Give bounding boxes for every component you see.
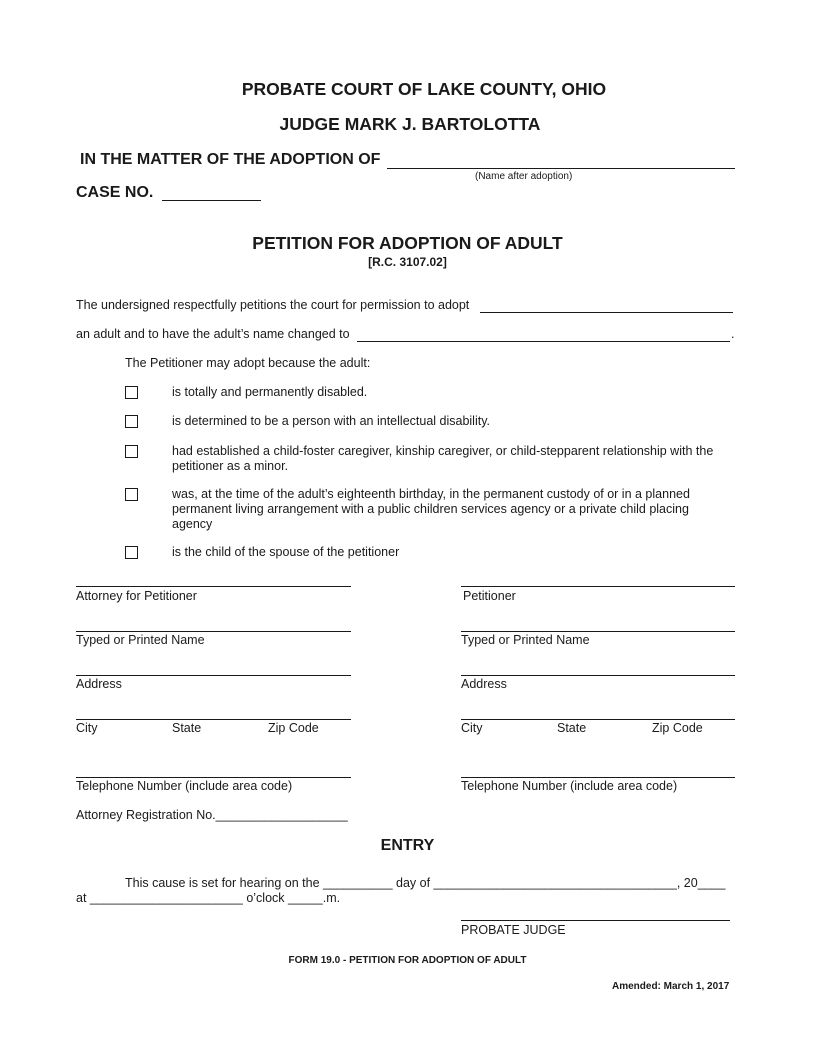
form-title: PETITION FOR ADOPTION OF ADULT [252,233,563,253]
petitioner-zip-label: Zip Code [652,721,703,735]
checkbox-spouse-child[interactable] [125,546,138,559]
attorney-city-line[interactable] [76,719,351,720]
petitioner-phone-line[interactable] [461,777,735,778]
matter-label: IN THE MATTER OF THE ADOPTION OF [80,151,381,168]
petitioner-phone-label: Telephone Number (include area code) [461,779,678,793]
judge-name: JUDGE MARK J. BARTOLOTTA [279,114,541,134]
checkbox-caregiver-relationship[interactable] [125,445,138,458]
period: . [731,327,735,341]
option-intellectual-disability: is determined to be a person with an intellectual disability. [172,414,490,428]
petitioner-state-label: State [557,721,587,735]
judge-signature-line[interactable] [461,920,730,921]
form-number: FORM 19.0 - PETITION FOR ADOPTION OF ADULT [288,955,527,966]
petition-line-1: The undersigned respectfully petitions the court for permission to adopt [76,298,470,312]
attorney-address-line[interactable] [76,675,351,676]
option-spouse-child: is the child of the spouse of the petitioner [172,545,400,559]
petition-line-2: an adult and to have the adult’s name changed to [76,327,350,341]
petitioner-name-line[interactable] [461,631,735,632]
petitioner-printed-name-label: Typed or Printed Name [461,633,590,647]
case-no-line[interactable] [162,200,261,201]
new-name-blank-line[interactable] [357,341,730,342]
petitioner-address-line[interactable] [461,675,735,676]
petitioner-intro: The Petitioner may adopt because the adult: [125,356,371,370]
hearing-line-1: This cause is set for hearing on the __________ day of ___________________________________, 20____ [125,876,726,890]
checkbox-permanent-custody[interactable] [125,488,138,501]
checkbox-disabled[interactable] [125,386,138,399]
petitioner-city-label: City [461,721,483,735]
attorney-registration: Attorney Registration No.___________________ [76,808,348,822]
amended-date: Amended: March 1, 2017 [612,981,730,992]
attorney-city-label: City [76,721,98,735]
attorney-signature-line[interactable] [76,586,351,587]
attorney-address-label: Address [76,677,122,691]
adoptee-name-line[interactable] [387,168,735,169]
attorney-name-line[interactable] [76,631,351,632]
petitioner-label: Petitioner [463,589,516,603]
probate-judge-label: PROBATE JUDGE [461,923,566,937]
attorney-zip-label: Zip Code [268,721,319,735]
adoptee-blank-line[interactable] [480,312,733,313]
court-name: PROBATE COURT OF LAKE COUNTY, OHIO [241,79,607,99]
petitioner-address-label: Address [461,677,507,691]
attorney-state-label: State [172,721,202,735]
option-caregiver-relationship: had established a child-foster caregiver, kinship caregiver, or child-stepparent relationship with the petitioner as a minor. [172,444,714,473]
attorney-printed-name-label: Typed or Printed Name [76,633,205,647]
statute-reference: [R.C. 3107.02] [368,255,447,269]
name-after-adoption-note: (Name after adoption) [475,171,573,182]
petitioner-signature-line[interactable] [461,586,735,587]
attorney-label: Attorney for Petitioner [76,589,197,603]
option-permanent-custody: was, at the time of the adult’s eighteenth birthday, in the permanent custody of or in a planned permanent living arrangement with a public children services agency or a private child placing agency [172,487,690,531]
checkbox-intellectual-disability[interactable] [125,415,138,428]
case-no-label: CASE NO. [76,184,154,201]
option-disabled: is totally and permanently disabled. [172,385,368,399]
entry-heading: ENTRY [380,837,435,854]
petitioner-city-line[interactable] [461,719,735,720]
attorney-phone-line[interactable] [76,777,351,778]
hearing-line-2: at ______________________ o’clock _____.m. [76,891,341,905]
attorney-phone-label: Telephone Number (include area code) [76,779,293,793]
